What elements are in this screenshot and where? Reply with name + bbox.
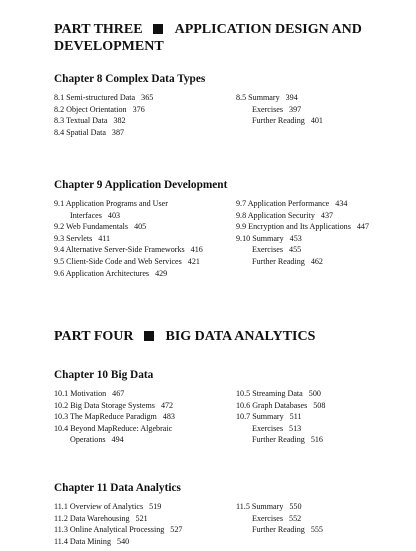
- toc-entry-text: 9.8 Application Security: [236, 210, 315, 220]
- toc-entry[interactable]: [54, 524, 182, 536]
- chapter-toc-columns: [54, 501, 399, 547]
- toc-entry-page: 434: [335, 199, 348, 208]
- toc-entry-page: 429: [155, 268, 168, 278]
- toc-entry-text: 9.1 Application Programs and User: [54, 199, 168, 208]
- black-square-icon: [153, 24, 163, 34]
- toc-entry-page: 462: [310, 256, 323, 266]
- toc-entry-page: 387: [111, 127, 125, 137]
- toc-entry[interactable]: [236, 198, 369, 210]
- part-three-title-line1: APPLICATION DESIGN AND: [174, 22, 362, 37]
- part-three-title-line2: DEVELOPMENT: [54, 39, 164, 54]
- part-four-heading: [54, 328, 399, 345]
- toc-entry[interactable]: [236, 388, 325, 400]
- toc-entry-page: 376: [132, 104, 145, 114]
- toc-entry-page: 394: [285, 93, 298, 102]
- toc-entry[interactable]: [236, 423, 325, 435]
- chapter-9-section: [54, 178, 399, 279]
- toc-entry-text: Exercises: [252, 423, 284, 433]
- toc-entry-text: 10.5 Streaming Data: [236, 389, 303, 398]
- toc-entry[interactable]: [54, 198, 203, 210]
- toc-entry-text: 8.4 Spatial Data: [54, 127, 106, 137]
- toc-entry-text: 9.3 Servlets: [54, 233, 93, 243]
- toc-entry-page: 472: [160, 400, 174, 410]
- toc-entry-text: 9.4 Alternative Server-Side Frameworks: [54, 245, 185, 255]
- part-four-label: PART FOUR: [54, 329, 134, 344]
- toc-entry-page: 437: [320, 210, 334, 220]
- toc-entry[interactable]: [54, 256, 203, 268]
- chapter-title: Chapter 8 Complex Data Types: [54, 73, 206, 85]
- toc-entry-page: 467: [112, 389, 125, 398]
- toc-entry-text: 10.2 Big Data Storage Systems: [54, 400, 155, 410]
- toc-entry-page: 527: [170, 525, 183, 535]
- chapter-10-section: [54, 368, 399, 446]
- toc-entry-page: 521: [135, 513, 148, 523]
- toc-entry[interactable]: [236, 233, 369, 245]
- toc-entry[interactable]: [54, 536, 182, 548]
- toc-entry-text: 10.3 The MapReduce Paradigm: [54, 412, 157, 422]
- chapter-toc-columns: [54, 198, 399, 279]
- toc-entry[interactable]: [236, 513, 323, 525]
- toc-entry[interactable]: [54, 388, 178, 400]
- toc-entry[interactable]: [54, 210, 203, 222]
- toc-entry-page: 494: [111, 435, 124, 445]
- toc-entry[interactable]: [236, 256, 369, 268]
- toc-column-right: [236, 501, 323, 536]
- toc-entry-text: 11.3 Online Analytical Processing: [54, 525, 165, 535]
- toc-entry-text: 8.2 Object Orientation: [54, 104, 127, 114]
- part-three-label: PART THREE: [54, 22, 143, 37]
- toc-entry-page: 540: [117, 536, 130, 546]
- toc-entry-page: 401: [310, 116, 323, 126]
- toc-entry[interactable]: [236, 501, 323, 513]
- toc-entry[interactable]: [54, 411, 178, 423]
- chapter-toc-columns: [54, 388, 399, 446]
- toc-entry[interactable]: [54, 115, 153, 127]
- toc-entry-page: 483: [162, 412, 175, 422]
- toc-entry-text: 10.6 Graph Databases: [236, 400, 308, 410]
- toc-entry-page: 508: [313, 400, 326, 410]
- toc-entry-page: 411: [98, 233, 111, 243]
- toc-entry[interactable]: [54, 127, 153, 139]
- toc-entry[interactable]: [54, 221, 203, 233]
- toc-column-left: [54, 501, 182, 547]
- toc-entry-text: Further Reading: [252, 525, 305, 535]
- toc-entry[interactable]: [54, 513, 182, 525]
- toc-entry-text: Operations: [70, 435, 106, 445]
- toc-entry-page: 365: [141, 93, 154, 102]
- toc-entry[interactable]: [236, 115, 323, 127]
- toc-entry-text: 10.7 Summary: [236, 412, 284, 422]
- toc-entry-text: Further Reading: [252, 435, 305, 445]
- toc-entry[interactable]: [54, 104, 153, 116]
- toc-entry-page: 500: [308, 389, 321, 398]
- toc-entry-text: 8.3 Textual Data: [54, 116, 108, 126]
- toc-entry-text: 8.1 Semi-structured Data: [54, 93, 136, 102]
- toc-entry-page: 382: [113, 116, 126, 126]
- toc-entry[interactable]: [236, 210, 369, 222]
- toc-entry-text: 9.6 Application Architectures: [54, 268, 150, 278]
- toc-column-left: [54, 92, 153, 138]
- toc-entry[interactable]: [236, 104, 323, 116]
- toc-entry-text: 9.5 Client-Side Code and Web Services: [54, 256, 182, 266]
- toc-entry[interactable]: [236, 244, 369, 256]
- toc-entry[interactable]: [54, 233, 203, 245]
- toc-entry-page: 405: [134, 222, 147, 232]
- toc-entry-text: Exercises: [252, 245, 284, 255]
- toc-column-right: [236, 92, 323, 127]
- toc-entry-page: 416: [190, 245, 203, 255]
- toc-entry[interactable]: [54, 244, 203, 256]
- chapter-8-section: [54, 72, 399, 138]
- toc-entry-page: 421: [187, 256, 200, 266]
- toc-entry[interactable]: [54, 268, 203, 280]
- toc-entry-page: 519: [149, 502, 162, 511]
- toc-entry-page: 550: [289, 502, 302, 511]
- toc-entry-text: 11.4 Data Mining: [54, 536, 112, 546]
- chapter-11-section: [54, 481, 399, 547]
- black-square-icon: [144, 331, 154, 341]
- toc-entry[interactable]: [236, 92, 323, 104]
- toc-entry[interactable]: [54, 501, 182, 513]
- toc-entry-text: 11.2 Data Warehousing: [54, 513, 130, 523]
- toc-entry-text: 11.5 Summary: [236, 502, 284, 511]
- toc-entry-page: 555: [310, 525, 323, 535]
- toc-column-right: [236, 198, 369, 268]
- toc-entry-page: 397: [289, 104, 302, 114]
- chapter-toc-columns: [54, 92, 399, 138]
- toc-entry-text: 10.1 Motivation: [54, 389, 107, 398]
- toc-entry[interactable]: [236, 524, 323, 536]
- toc-entry-text: Interfaces: [70, 210, 102, 220]
- toc-entry-text: Exercises: [252, 104, 284, 114]
- toc-entry-page: 552: [289, 513, 302, 523]
- toc-entry-text: 11.1 Overview of Analytics: [54, 502, 144, 511]
- toc-entry-page: 516: [310, 435, 323, 445]
- toc-entry-text: 9.7 Application Performance: [236, 199, 330, 208]
- chapter-title: Chapter 10 Big Data: [54, 369, 154, 381]
- toc-entry-page: 455: [289, 245, 302, 255]
- toc-entry[interactable]: [236, 411, 325, 423]
- toc-entry[interactable]: [54, 423, 178, 435]
- toc-entry-text: 9.9 Encryption and Its Applications: [236, 222, 351, 232]
- part-four-title: BIG DATA ANALYTICS: [165, 329, 316, 344]
- chapter-title: Chapter 11 Data Analytics: [54, 482, 181, 494]
- toc-entry-text: 8.5 Summary: [236, 93, 280, 102]
- toc-entry-text: Further Reading: [252, 256, 305, 266]
- toc-entry[interactable]: [54, 434, 178, 446]
- toc-entry-page: 403: [107, 210, 121, 220]
- toc-column-left: [54, 198, 203, 279]
- toc-entry-text: Further Reading: [252, 116, 305, 126]
- toc-entry[interactable]: [236, 434, 325, 446]
- toc-entry[interactable]: [54, 92, 153, 104]
- toc-entry-text: Exercises: [252, 513, 284, 523]
- toc-column-left: [54, 388, 178, 446]
- chapter-title: Chapter 9 Application Development: [54, 179, 228, 191]
- toc-entry-text: 9.2 Web Fundamentals: [54, 222, 129, 232]
- toc-entry-text: 9.10 Summary: [236, 233, 284, 243]
- toc-entry-page: 447: [356, 222, 370, 232]
- toc-entry[interactable]: [54, 400, 178, 412]
- toc-entry[interactable]: [236, 221, 369, 233]
- toc-entry-page: 513: [289, 423, 302, 433]
- toc-column-right: [236, 388, 325, 446]
- toc-entry-page: 453: [289, 233, 302, 243]
- toc-entry-page: 511: [289, 412, 302, 422]
- toc-entry[interactable]: [236, 400, 325, 412]
- toc-entry-text: 10.4 Beyond MapReduce: Algebraic: [54, 423, 173, 433]
- part-three-heading: [54, 21, 399, 55]
